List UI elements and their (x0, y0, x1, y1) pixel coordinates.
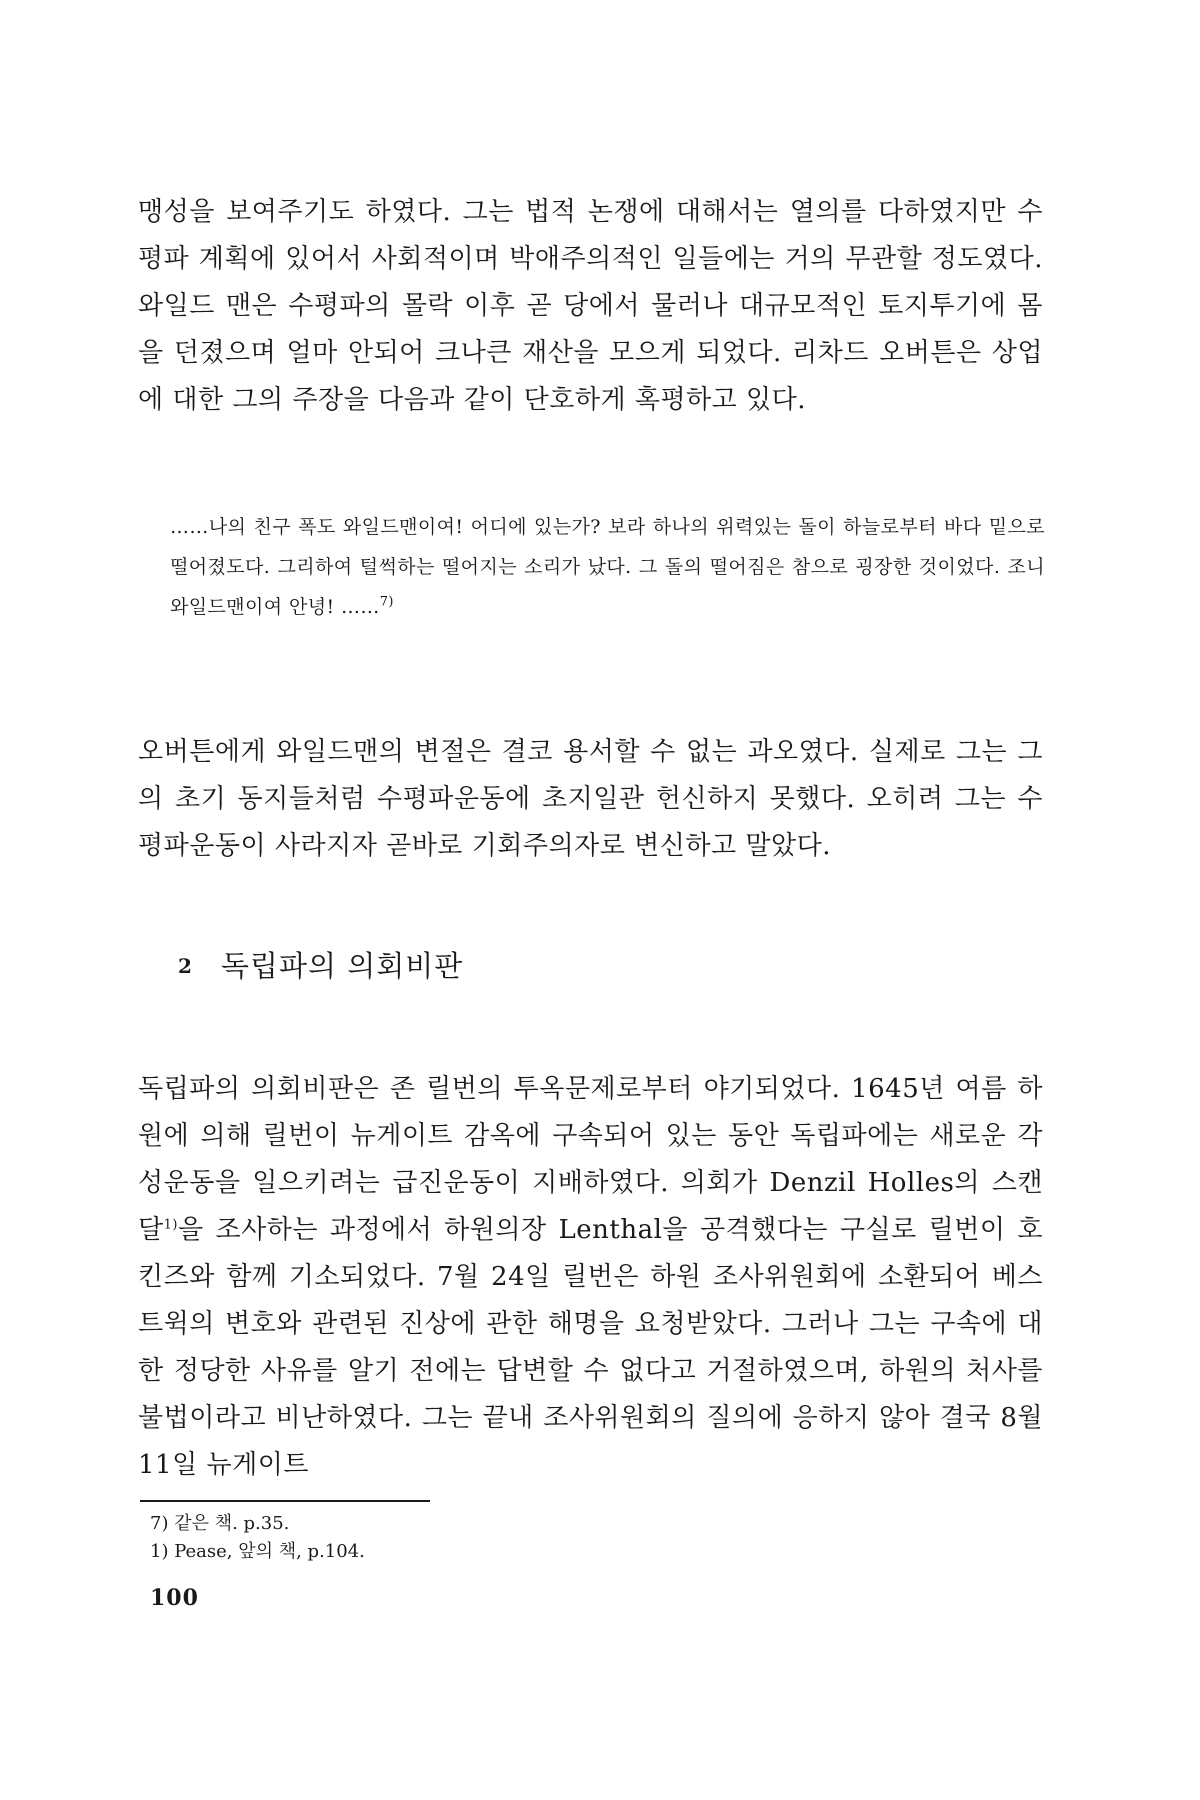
block-quote-text: ……나의 친구 폭도 와일드맨이여! 어디에 있는가? 보라 하나의 위력있는 돌이 하늘로부터 바다 밑으로 떨어졌도다. 그리하여 털썩하는 떨어지는 소리가 났다. 그 돌의 떨어짐은 참으로 굉장한 것이었다. 조니 와일드맨이여 안녕! …… (170, 516, 1045, 618)
quote-note-ref: 7) (379, 594, 394, 610)
block-quote (170, 507, 1045, 627)
footnote-1: 1) Pease, 앞의 책, p.104. (150, 1541, 365, 1562)
page-number: 100 (150, 1585, 199, 1611)
section-number: 2 (178, 954, 193, 978)
paragraph-1: 맹성을 보여주기도 하였다. 그는 법적 논쟁에 대해서는 열의를 다하였지만 수평파 계획에 있어서 사회적이며 박애주의적인 일들에는 거의 무관할 정도였다. 와일드 맨은 수평파의 몰락 이후 곧 당에서 물러나 대규모적인 토지투기에 몸을 던졌으며 얼마 안되어 크나큰 재산을 모으게 되었다. 리차드 오버튼은 상업에 대한 그의 주장을 다음과 같이 단호하게 혹평하고 있다. (138, 197, 1043, 415)
paragraph-3 (138, 1066, 1043, 1489)
paragraph-3-note-ref: 1) (163, 1217, 178, 1233)
footnote-7: 7) 같은 책. p.35. (150, 1513, 290, 1534)
paragraph-3-text-b: 을 조사하는 과정에서 하원의장 Lenthal을 공격했다는 구실로 릴번이 호킨즈와 함께 기소되었다. 7월 24일 릴번은 하원 조사위원회에 소환되어 베스트윅의 변호와 관련된 진상에 관한 해명을 요청받았다. 그러나 그는 구속에 대한 정당한 사유를 알기 전에는 답변할 수 없다고 거절하였으며, 하원의 처사를 불법이라고 비난하였다. 그는 끝내 조사위원회의 질의에 응하지 않아 결국 8월 11일 뉴게이트 (138, 1215, 1043, 1480)
footnote-divider (140, 1500, 430, 1502)
section-title: 독립파의 의회비판 (220, 949, 464, 983)
paragraph-2: 오버튼에게 와일드맨의 변절은 결코 용서할 수 없는 과오였다. 실제로 그는 그의 초기 동지들처럼 수평파운동에 초지일관 헌신하지 못했다. 오히려 그는 수평파운동이 사라지자 곧바로 기회주의자로 변신하고 말았다. (138, 737, 1043, 861)
footnotes (150, 1510, 365, 1566)
paragraph-3-text-a: 독립파의 의회비판은 존 릴번의 투옥문제로부터 야기되었다. 1645년 여름 하원에 의해 릴번이 뉴게이트 감옥에 구속되어 있는 동안 독립파에는 새로운 각성운동을 일으키려는 급진운동이 지배하였다. 의회가 Denzil Holles의 스캔달 (138, 1074, 1043, 1245)
section-heading (178, 948, 463, 984)
